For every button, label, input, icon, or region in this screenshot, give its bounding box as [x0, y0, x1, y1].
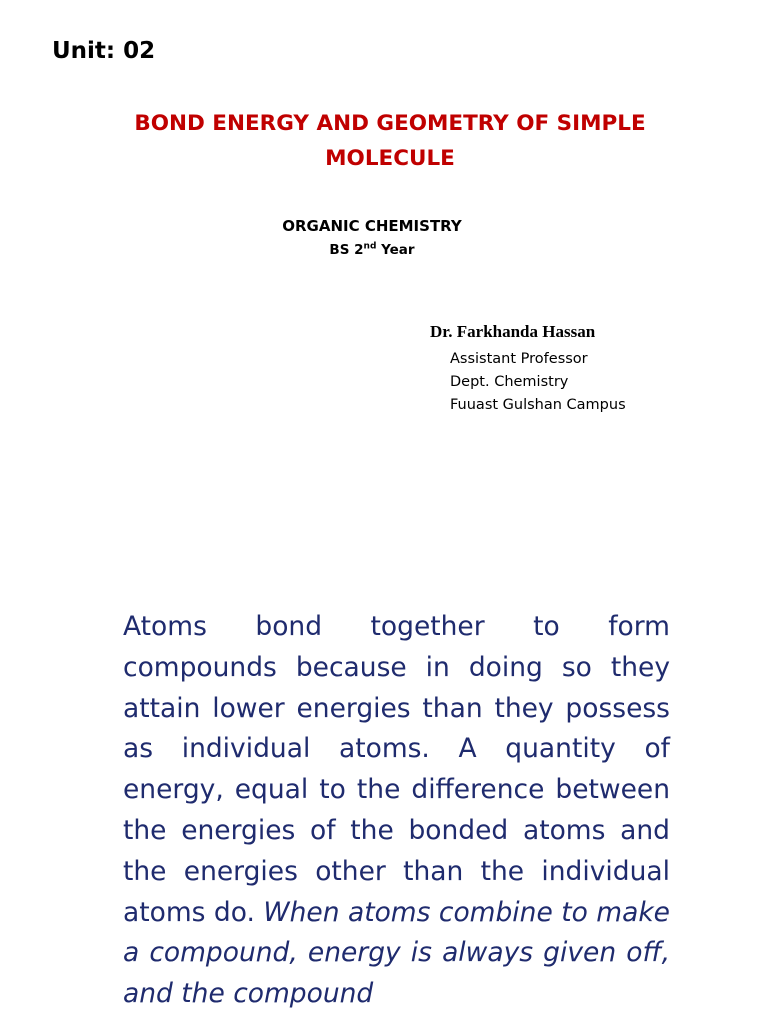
content-slide [0, 560, 768, 1024]
course-subject: ORGANIC CHEMISTRY [282, 217, 462, 235]
author-name: Dr. Farkhanda Hassan [430, 322, 596, 341]
paragraph-italic-text: When atoms combine to make a compound, energy is always given off, and the compound [123, 896, 670, 1010]
author-department: Dept. Chemistry [450, 374, 569, 390]
paragraph-regular-text: Atoms bond together to form compounds because in doing so they attain lower energies than they possess as individual atoms. A quantity of energy, equal to the difference between the energies of the bonded atoms and the energies other than the individual atoms do. [123, 611, 670, 928]
body-paragraph [123, 607, 670, 1015]
author-title: Assistant Professor [450, 351, 588, 367]
year-suffix: Year [376, 242, 415, 258]
unit-label: Unit: 02 [52, 38, 156, 64]
slide-title: BOND ENERGY AND GEOMETRY OF SIMPLE MOLECULE [134, 111, 646, 171]
author-campus: Fuuast Gulshan Campus [450, 397, 626, 413]
course-year [200, 242, 544, 258]
year-superscript: nd [363, 241, 377, 252]
year-prefix: BS 2 [329, 242, 364, 258]
